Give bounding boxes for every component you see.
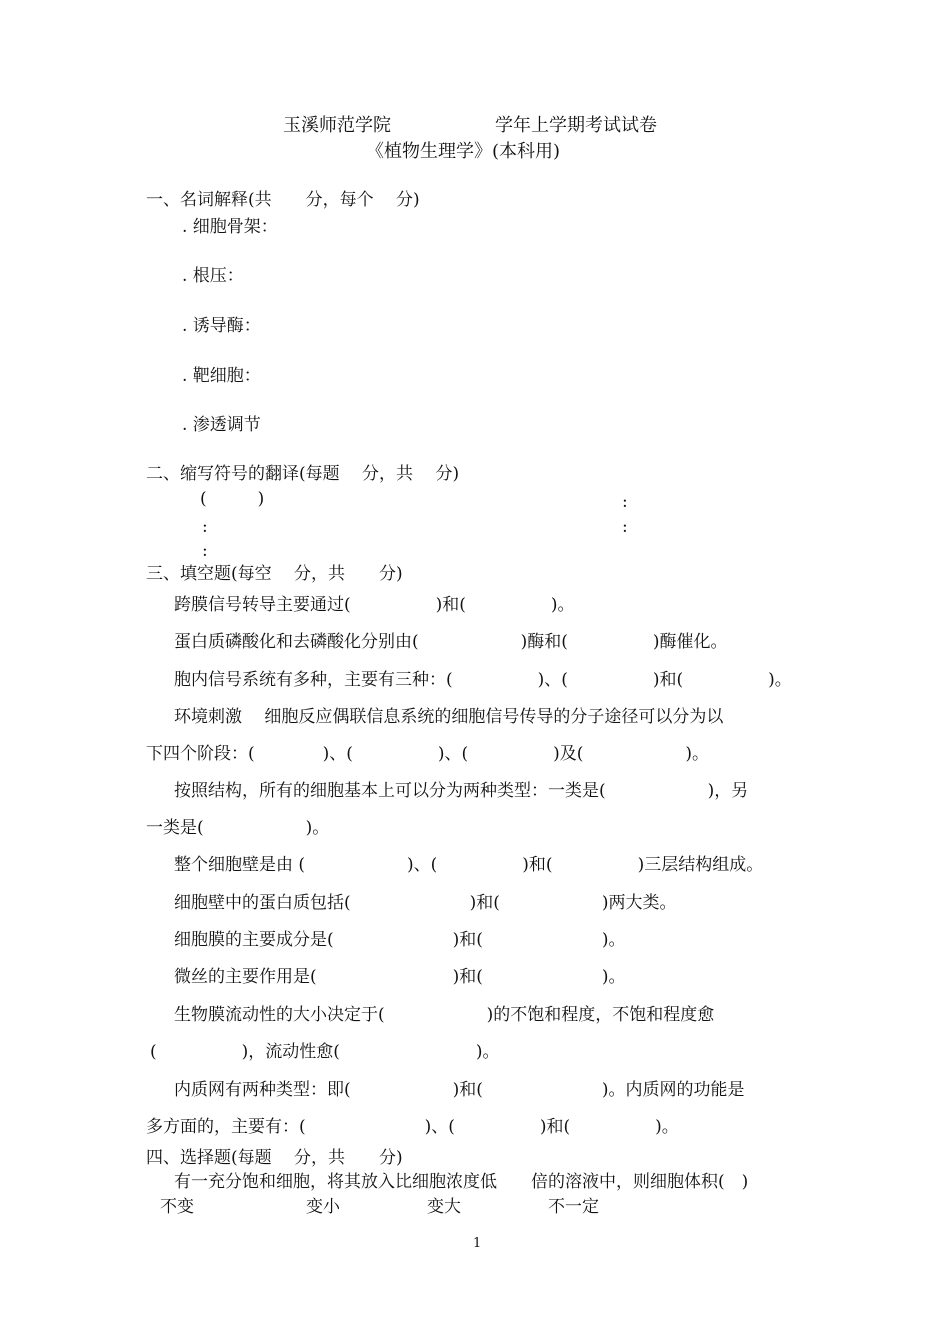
term-item: . 根压： [182, 266, 244, 286]
abbrev-item: : [202, 517, 208, 537]
fill-blank-line: 整个细胞壁是由 ( )、( )和( )三层结构组成。 [174, 855, 764, 875]
fill-blank-line: 微丝的主要作用是( )和( )。 [174, 967, 626, 987]
term-item: . 细胞骨架： [182, 217, 278, 237]
term-item: . 靶细胞： [182, 366, 261, 386]
abbrev-item: : [202, 541, 208, 561]
section4-heading: 四、选择题(每题 分，共 分) [146, 1148, 403, 1168]
abbrev-item: : [622, 492, 628, 512]
abbrev-item: ( ) [200, 489, 265, 509]
fill-blank-line: 一类是( )。 [146, 818, 330, 838]
fill-blank-line: ( )，流动性愈( )。 [150, 1042, 500, 1062]
fill-blank-line: 内质网有两种类型：即( )和( )。内质网的功能是 [174, 1080, 745, 1100]
school-name: 玉溪师范学院 [283, 115, 391, 136]
fill-blank-line: 胞内信号系统有多种，主要有三种：( )、( )和( )。 [174, 670, 792, 690]
course-title: 《植物生理学》(本科用) [366, 141, 561, 162]
fill-blank-line: 细胞膜的主要成分是( )和( )。 [174, 930, 626, 950]
choice-option-a: 不变 [160, 1197, 194, 1217]
fill-blank-line: 跨膜信号转导主要通过( )和( )。 [174, 595, 575, 615]
fill-blank-line: 细胞壁中的蛋白质包括( )和( )两大类。 [174, 893, 677, 913]
section2-heading: 二、缩写符号的翻译(每题 分，共 分) [146, 464, 460, 484]
fill-blank-line: 下四个阶段：( )、( )、( )及( )。 [146, 744, 710, 764]
fill-blank-line: 蛋白质磷酸化和去磷酸化分别由( )酶和( )酶催化。 [174, 632, 728, 652]
fill-blank-line: 按照结构，所有的细胞基本上可以分为两种类型：一类是( )，另 [174, 781, 749, 801]
fill-blank-line: 环境刺激 细胞反应偶联信息系统的细胞信号传导的分子途径可以分为以 [174, 707, 724, 727]
choice-option-d: 不一定 [548, 1197, 599, 1217]
fill-blank-line: 生物膜流动性的大小决定于( )的不饱和程度，不饱和程度愈 [174, 1005, 715, 1025]
choice-question: 有一充分饱和细胞，将其放入比细胞浓度低 倍的溶液中，则细胞体积( ) [174, 1172, 749, 1192]
fill-blank-line: 多方面的，主要有：( )、( )和( )。 [146, 1117, 679, 1137]
term-item: . 渗透调节 [182, 415, 261, 435]
exam-term: 学年上学期考试试卷 [495, 115, 657, 136]
section3-heading: 三、填空题(每空 分，共 分) [146, 564, 403, 584]
choice-option-c: 变大 [427, 1197, 461, 1217]
page-number: 1 [473, 1236, 482, 1251]
section1-heading: 一、名词解释(共 分，每个 分) [146, 190, 420, 210]
choice-option-b: 变小 [306, 1197, 340, 1217]
term-item: . 诱导酶： [182, 316, 261, 336]
abbrev-item: : [622, 517, 628, 537]
